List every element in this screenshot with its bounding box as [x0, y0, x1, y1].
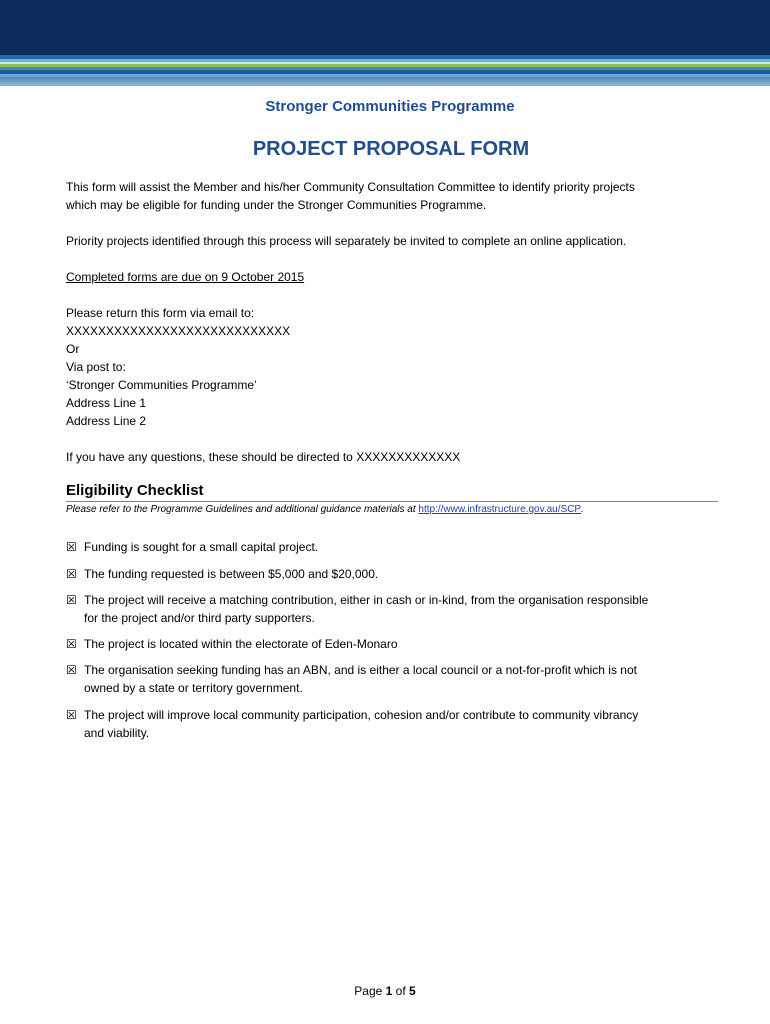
program-title: Stronger Communities Programme [265, 98, 515, 115]
checklist-item [66, 706, 716, 742]
checklist-item [66, 591, 716, 627]
current-page-number: 1 [385, 984, 393, 998]
return-instructions [66, 304, 726, 430]
checklist-item-text: for the project and/or third party supporters. [84, 611, 315, 625]
checked-checkbox-icon[interactable]: ☒ [66, 593, 77, 607]
due-date-text: Completed forms are due on 9 October 2015 [66, 270, 305, 284]
return-line: Or [66, 342, 80, 356]
banner-navy-band [0, 0, 770, 55]
checked-checkbox-icon[interactable]: ☒ [66, 708, 77, 722]
checklist-item [66, 538, 716, 556]
header-banner [0, 0, 770, 86]
section-divider [66, 501, 718, 502]
return-line: ‘Stronger Communities Programme’ [66, 378, 257, 392]
checklist-item [66, 661, 716, 697]
priority-paragraph: Priority projects identified through this process will separately be invited to complete an online application. [66, 234, 627, 248]
return-line: Via post to: [66, 360, 126, 374]
return-email: XXXXXXXXXXXXXXXXXXXXXXXXXXXX [66, 324, 291, 338]
checklist-item-text: owned by a state or territory government. [84, 681, 303, 695]
checked-checkbox-icon[interactable]: ☒ [66, 663, 77, 677]
checklist-item-text: The project will receive a matching contribution, either in cash or in-kind, from the organisation responsible [84, 593, 649, 607]
due-date-notice [66, 268, 726, 286]
guidelines-link[interactable]: http://www.infrastructure.gov.au/SCP [418, 504, 582, 515]
guidance-suffix: . [581, 504, 584, 515]
checklist-item [66, 565, 716, 583]
checked-checkbox-icon[interactable]: ☒ [66, 637, 77, 651]
questions-contact: If you have any questions, these should be directed to XXXXXXXXXXXXX [66, 450, 461, 464]
page-footer [0, 984, 770, 998]
checklist-item-text: The project will improve local community participation, cohesion and/or contribute to community vibrancy [84, 708, 639, 722]
page-word: Page [354, 984, 386, 998]
checklist-item-text: The funding requested is between $5,000 and $20,000. [84, 567, 379, 581]
intro-line: which may be eligible for funding under the Stronger Communities Programme. [66, 198, 487, 212]
checklist-item-text: The organisation seeking funding has an ABN, and is either a local council or a not-for-profit which is not [84, 663, 637, 677]
checklist-item-text: and viability. [84, 726, 150, 740]
eligibility-checklist-heading: Eligibility Checklist [66, 482, 204, 499]
checked-checkbox-icon[interactable]: ☒ [66, 540, 77, 554]
checklist-item-text: Funding is sought for a small capital project. [84, 540, 319, 554]
intro-paragraph [66, 178, 726, 214]
intro-line: This form will assist the Member and his/her Community Consultation Committee to identify priority projects [66, 180, 635, 194]
checklist-item [66, 635, 716, 653]
return-line: Please return this form via email to: [66, 306, 255, 320]
form-title: PROJECT PROPOSAL FORM [252, 138, 530, 160]
checked-checkbox-icon[interactable]: ☒ [66, 567, 77, 581]
of-word: of [392, 984, 410, 998]
guidance-text: Please refer to the Programme Guidelines and additional guidance materials at [66, 504, 419, 515]
checklist-item-text: The project is located within the electorate of Eden-Monaro [84, 637, 398, 651]
return-line: Address Line 2 [66, 414, 147, 428]
return-line: Address Line 1 [66, 396, 147, 410]
guidance-note [66, 503, 726, 517]
banner-stripe [0, 77, 770, 86]
total-pages-number: 5 [409, 984, 416, 998]
